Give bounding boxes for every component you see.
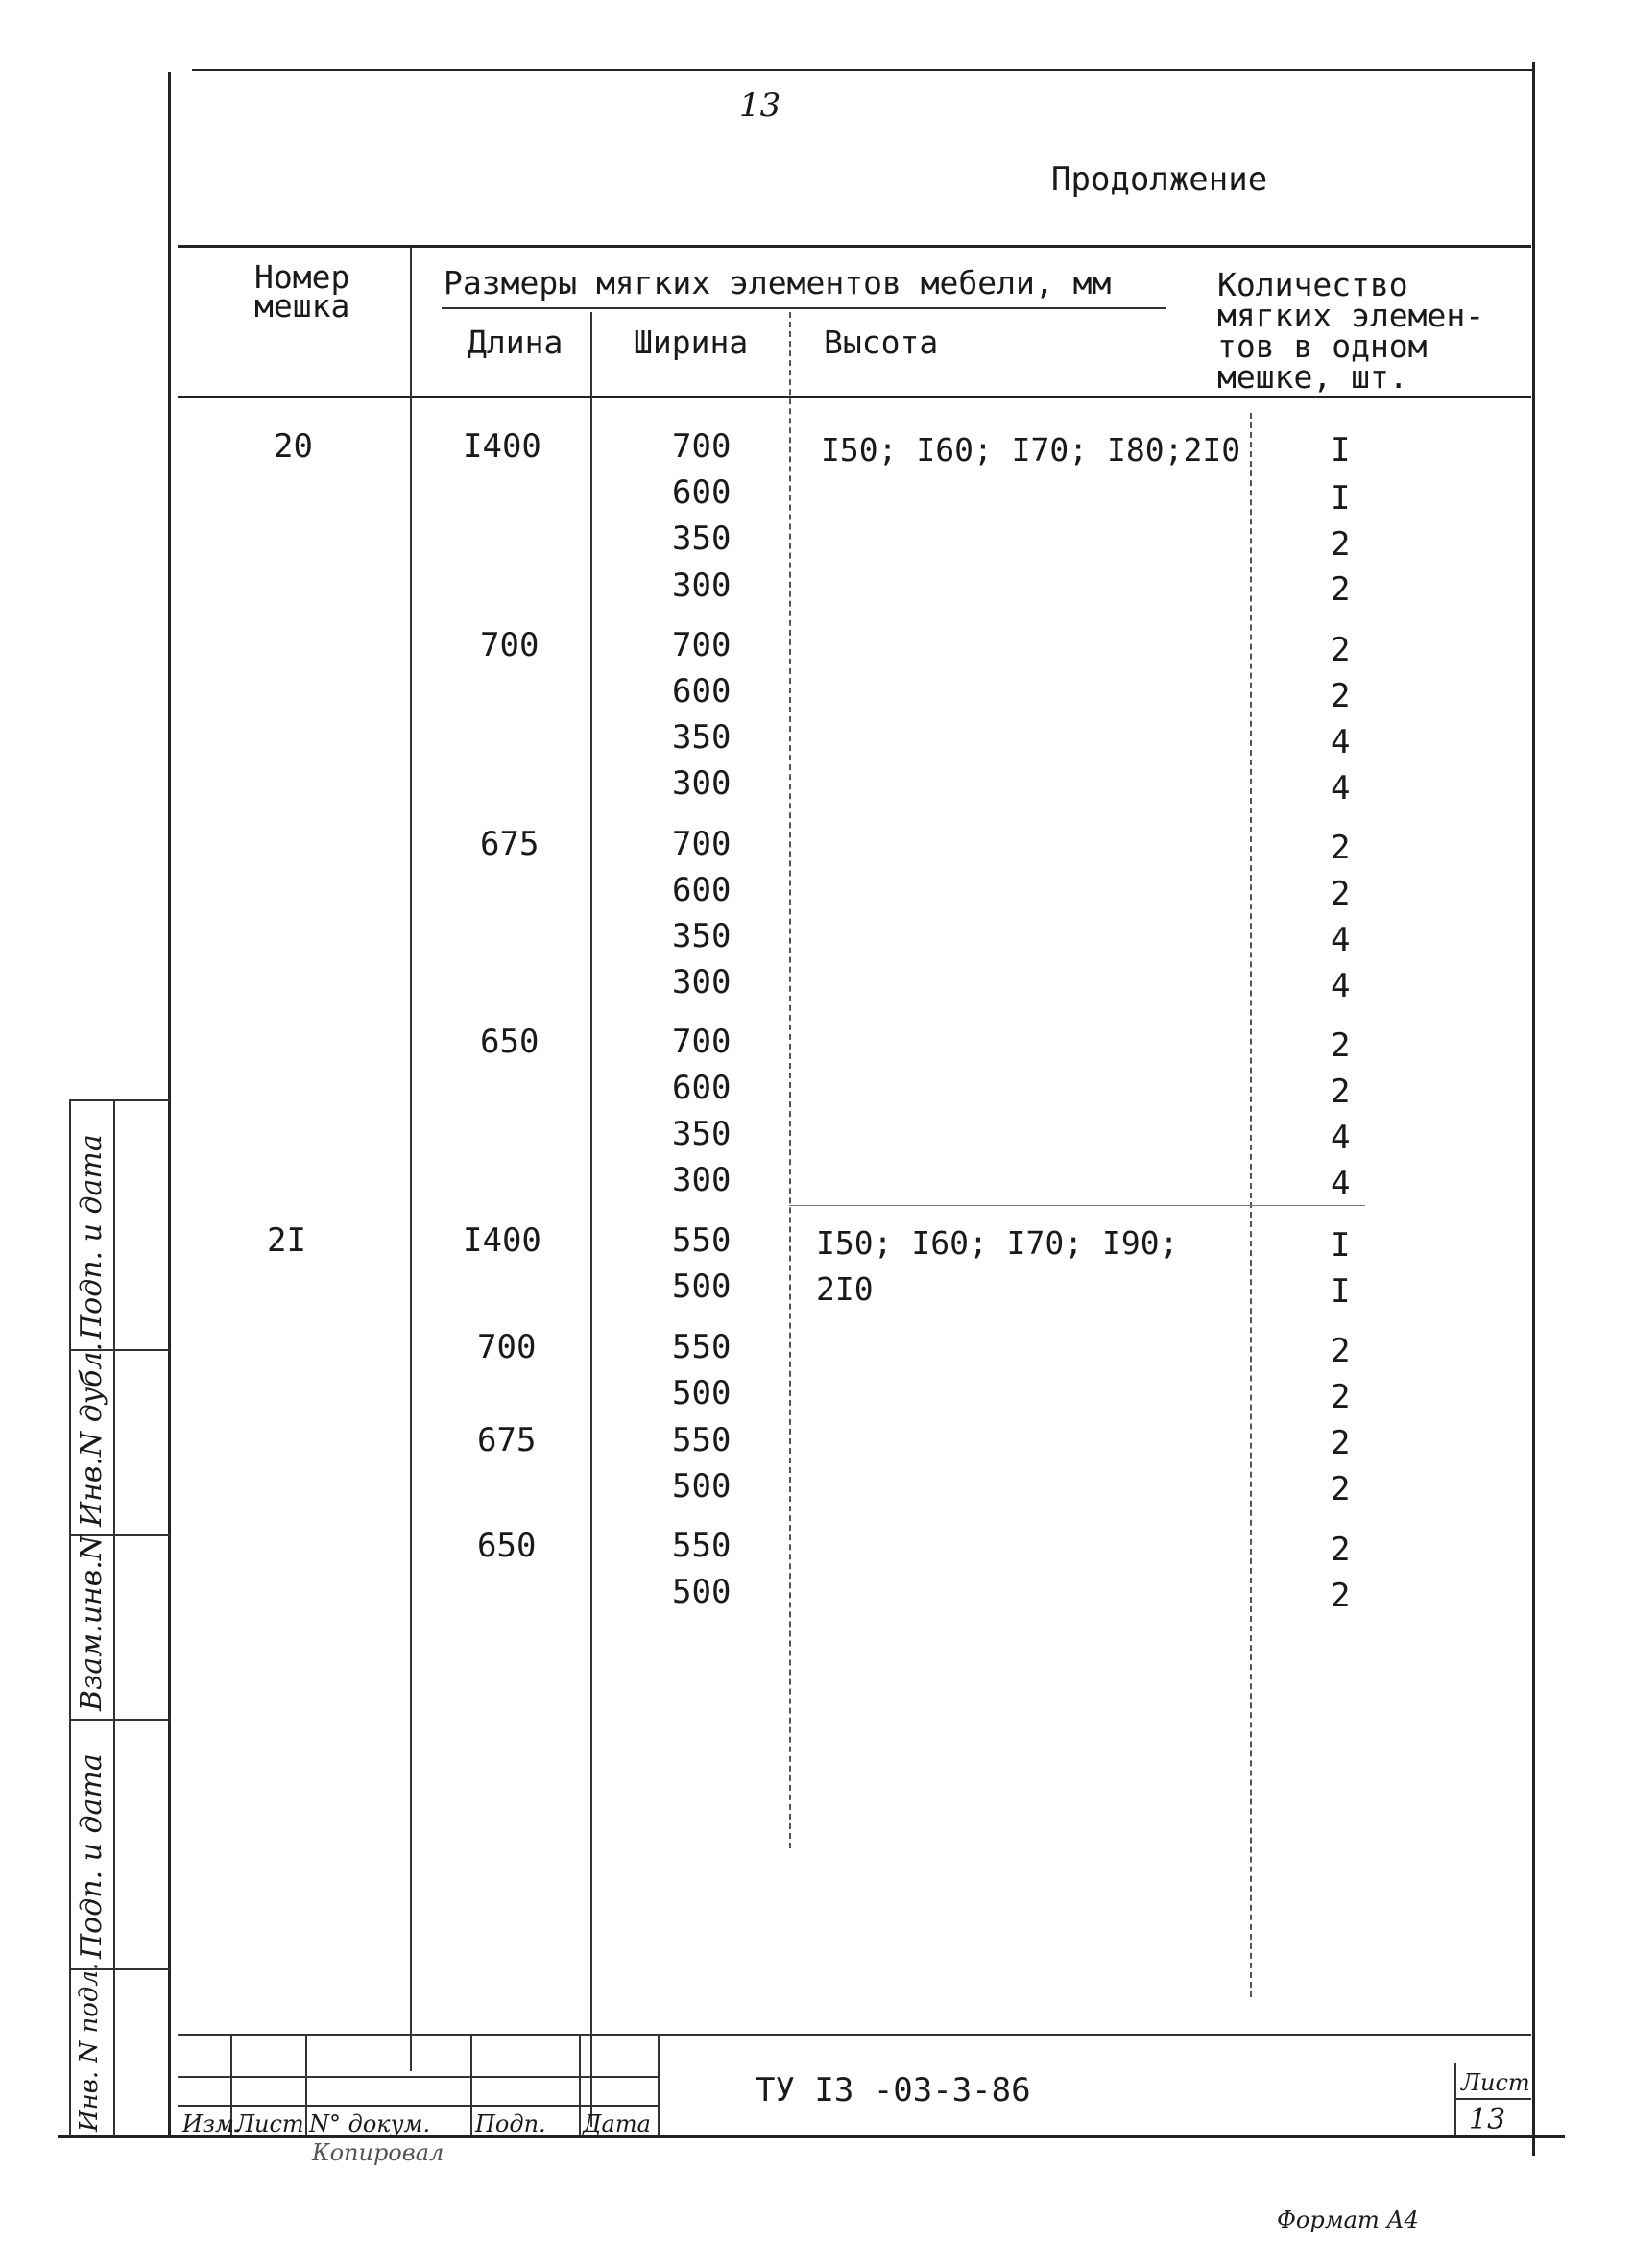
width-cell: 550 <box>672 1328 732 1366</box>
continuation-label: Продолжение <box>1051 160 1268 199</box>
width-cell: 700 <box>672 1023 732 1061</box>
qty-cell: 2 <box>1331 525 1351 564</box>
title-block-sheet-sep <box>1454 2098 1531 2100</box>
side-stamp-top <box>69 1099 170 1101</box>
width-cell: 500 <box>672 1467 732 1506</box>
width-cell: 550 <box>672 1527 732 1565</box>
side-label-dup-inv: Инв.N дубл. <box>75 1341 108 1527</box>
height-cell: I50; I60; I70; I90; <box>816 1224 1179 1262</box>
dimensions-underline <box>442 307 1166 309</box>
header-quantity-line1: Количество <box>1217 266 1408 303</box>
side-stamp-sep <box>69 1719 170 1721</box>
format-label: Формат А4 <box>1277 2207 1419 2233</box>
width-cell: 600 <box>672 871 732 909</box>
header-width: Ширина <box>634 324 749 361</box>
qty-cell: 2 <box>1331 875 1351 913</box>
qty-cell: 4 <box>1331 769 1351 808</box>
width-cell: 500 <box>672 1267 732 1306</box>
stamp-col-change: Изм. <box>182 2111 242 2137</box>
qty-cell: 4 <box>1331 1165 1351 1203</box>
header-bottom-rule <box>178 396 1531 398</box>
group-sep-line <box>789 1205 1365 1206</box>
title-block-col <box>305 2034 307 2135</box>
qty-cell: 2 <box>1331 1577 1351 1615</box>
stamp-col-doc-number: N° докум. <box>309 2111 431 2137</box>
page-number: 13 <box>739 86 781 125</box>
width-cell: 350 <box>672 519 732 558</box>
header-dimensions: Размеры мягких элементов мебели, мм <box>444 264 1112 302</box>
qty-cell: 2 <box>1331 1531 1351 1569</box>
width-cell: 500 <box>672 1374 732 1412</box>
frame-right <box>1532 62 1535 2156</box>
qty-cell: 2 <box>1331 829 1351 867</box>
width-cell: 600 <box>672 672 732 711</box>
length-cell: 675 <box>477 1421 537 1460</box>
table-top-rule <box>178 245 1531 248</box>
frame-top <box>192 69 1532 71</box>
title-block-row <box>178 2076 658 2078</box>
width-cell: 300 <box>672 1161 732 1199</box>
header-quantity-line2: мягких элемен- <box>1217 297 1485 334</box>
header-height: Высота <box>824 324 939 361</box>
width-cell: 350 <box>672 917 732 955</box>
width-cell: 550 <box>672 1421 732 1460</box>
length-cell: 700 <box>480 626 540 664</box>
qty-cell: I <box>1331 431 1351 470</box>
width-cell: 300 <box>672 567 732 605</box>
width-cell: 300 <box>672 764 732 803</box>
copied-by: Копировал <box>312 2139 444 2166</box>
header-quantity-line4: мешке, шт. <box>1217 358 1408 396</box>
side-label-orig-inv: Инв. N подл. <box>75 1962 104 2132</box>
qty-cell: 2 <box>1331 1026 1351 1065</box>
side-label-sign-date: Подп. и дата <box>75 1134 108 1339</box>
width-cell: 700 <box>672 825 732 863</box>
bag-cell: 2I <box>267 1221 306 1260</box>
side-label-replace-inv: Взам.инв.N <box>75 1534 108 1711</box>
qty-cell: 4 <box>1331 723 1351 761</box>
width-cell: 500 <box>672 1573 732 1611</box>
width-cell: 350 <box>672 1115 732 1153</box>
stamp-sheet-label: Лист <box>1461 2069 1530 2096</box>
title-block-col <box>658 2034 660 2135</box>
length-cell: 675 <box>480 825 540 863</box>
qty-cell: 2 <box>1331 1378 1351 1416</box>
stamp-col-date: Дата <box>583 2111 651 2137</box>
title-block-top <box>178 2034 1531 2036</box>
height-cell: I50; I60; I70; I80;2I0 <box>821 431 1241 469</box>
qty-cell: I <box>1331 1226 1351 1265</box>
document-designation: ТУ I3 -03-3-86 <box>756 2071 1031 2110</box>
qty-cell: 4 <box>1331 967 1351 1005</box>
col-sep-bag <box>410 247 412 2071</box>
length-cell: I400 <box>463 427 541 466</box>
header-bag-number-line2: мешка <box>254 287 350 325</box>
length-cell: 700 <box>477 1328 537 1366</box>
width-cell: 300 <box>672 963 732 1001</box>
title-block-row <box>178 2105 658 2107</box>
width-cell: 350 <box>672 718 732 757</box>
qty-cell: 2 <box>1331 1073 1351 1111</box>
side-stamp-inner <box>113 1099 115 2136</box>
length-cell: I400 <box>463 1221 541 1260</box>
frame-left <box>168 72 171 2136</box>
header-length: Длина <box>468 324 564 361</box>
qty-cell: 2 <box>1331 570 1351 609</box>
qty-cell: 2 <box>1331 1470 1351 1508</box>
header-quantity-line3: тов в одном <box>1217 327 1428 365</box>
width-cell: 600 <box>672 1069 732 1107</box>
header-bag-number-line1: Номер <box>254 258 350 296</box>
length-cell: 650 <box>477 1527 537 1565</box>
width-cell: 600 <box>672 473 732 512</box>
width-cell: 550 <box>672 1221 732 1260</box>
stamp-col-sheet: Лист <box>235 2111 304 2137</box>
qty-cell: 2 <box>1331 1332 1351 1370</box>
col-sep-length <box>590 312 592 2127</box>
qty-cell: 2 <box>1331 677 1351 715</box>
stamp-col-signature: Подп. <box>475 2111 546 2137</box>
length-cell: 650 <box>480 1023 540 1061</box>
qty-cell: I <box>1331 479 1351 518</box>
side-stamp-outer <box>69 1099 71 2136</box>
title-block-col <box>470 2034 472 2135</box>
col-sep-width <box>789 312 791 1848</box>
height-cell: 2I0 <box>816 1270 874 1308</box>
bag-cell: 20 <box>274 427 313 466</box>
qty-cell: 4 <box>1331 921 1351 959</box>
title-block-col <box>579 2034 581 2135</box>
width-cell: 700 <box>672 626 732 664</box>
stamp-sheet-number: 13 <box>1469 2103 1506 2136</box>
width-cell: 700 <box>672 427 732 466</box>
qty-cell: 2 <box>1331 1424 1351 1462</box>
side-label-sign-date-2: Подп. и дата <box>75 1753 108 1959</box>
qty-cell: 4 <box>1331 1119 1351 1157</box>
qty-cell: 2 <box>1331 631 1351 669</box>
qty-cell: I <box>1331 1272 1351 1311</box>
